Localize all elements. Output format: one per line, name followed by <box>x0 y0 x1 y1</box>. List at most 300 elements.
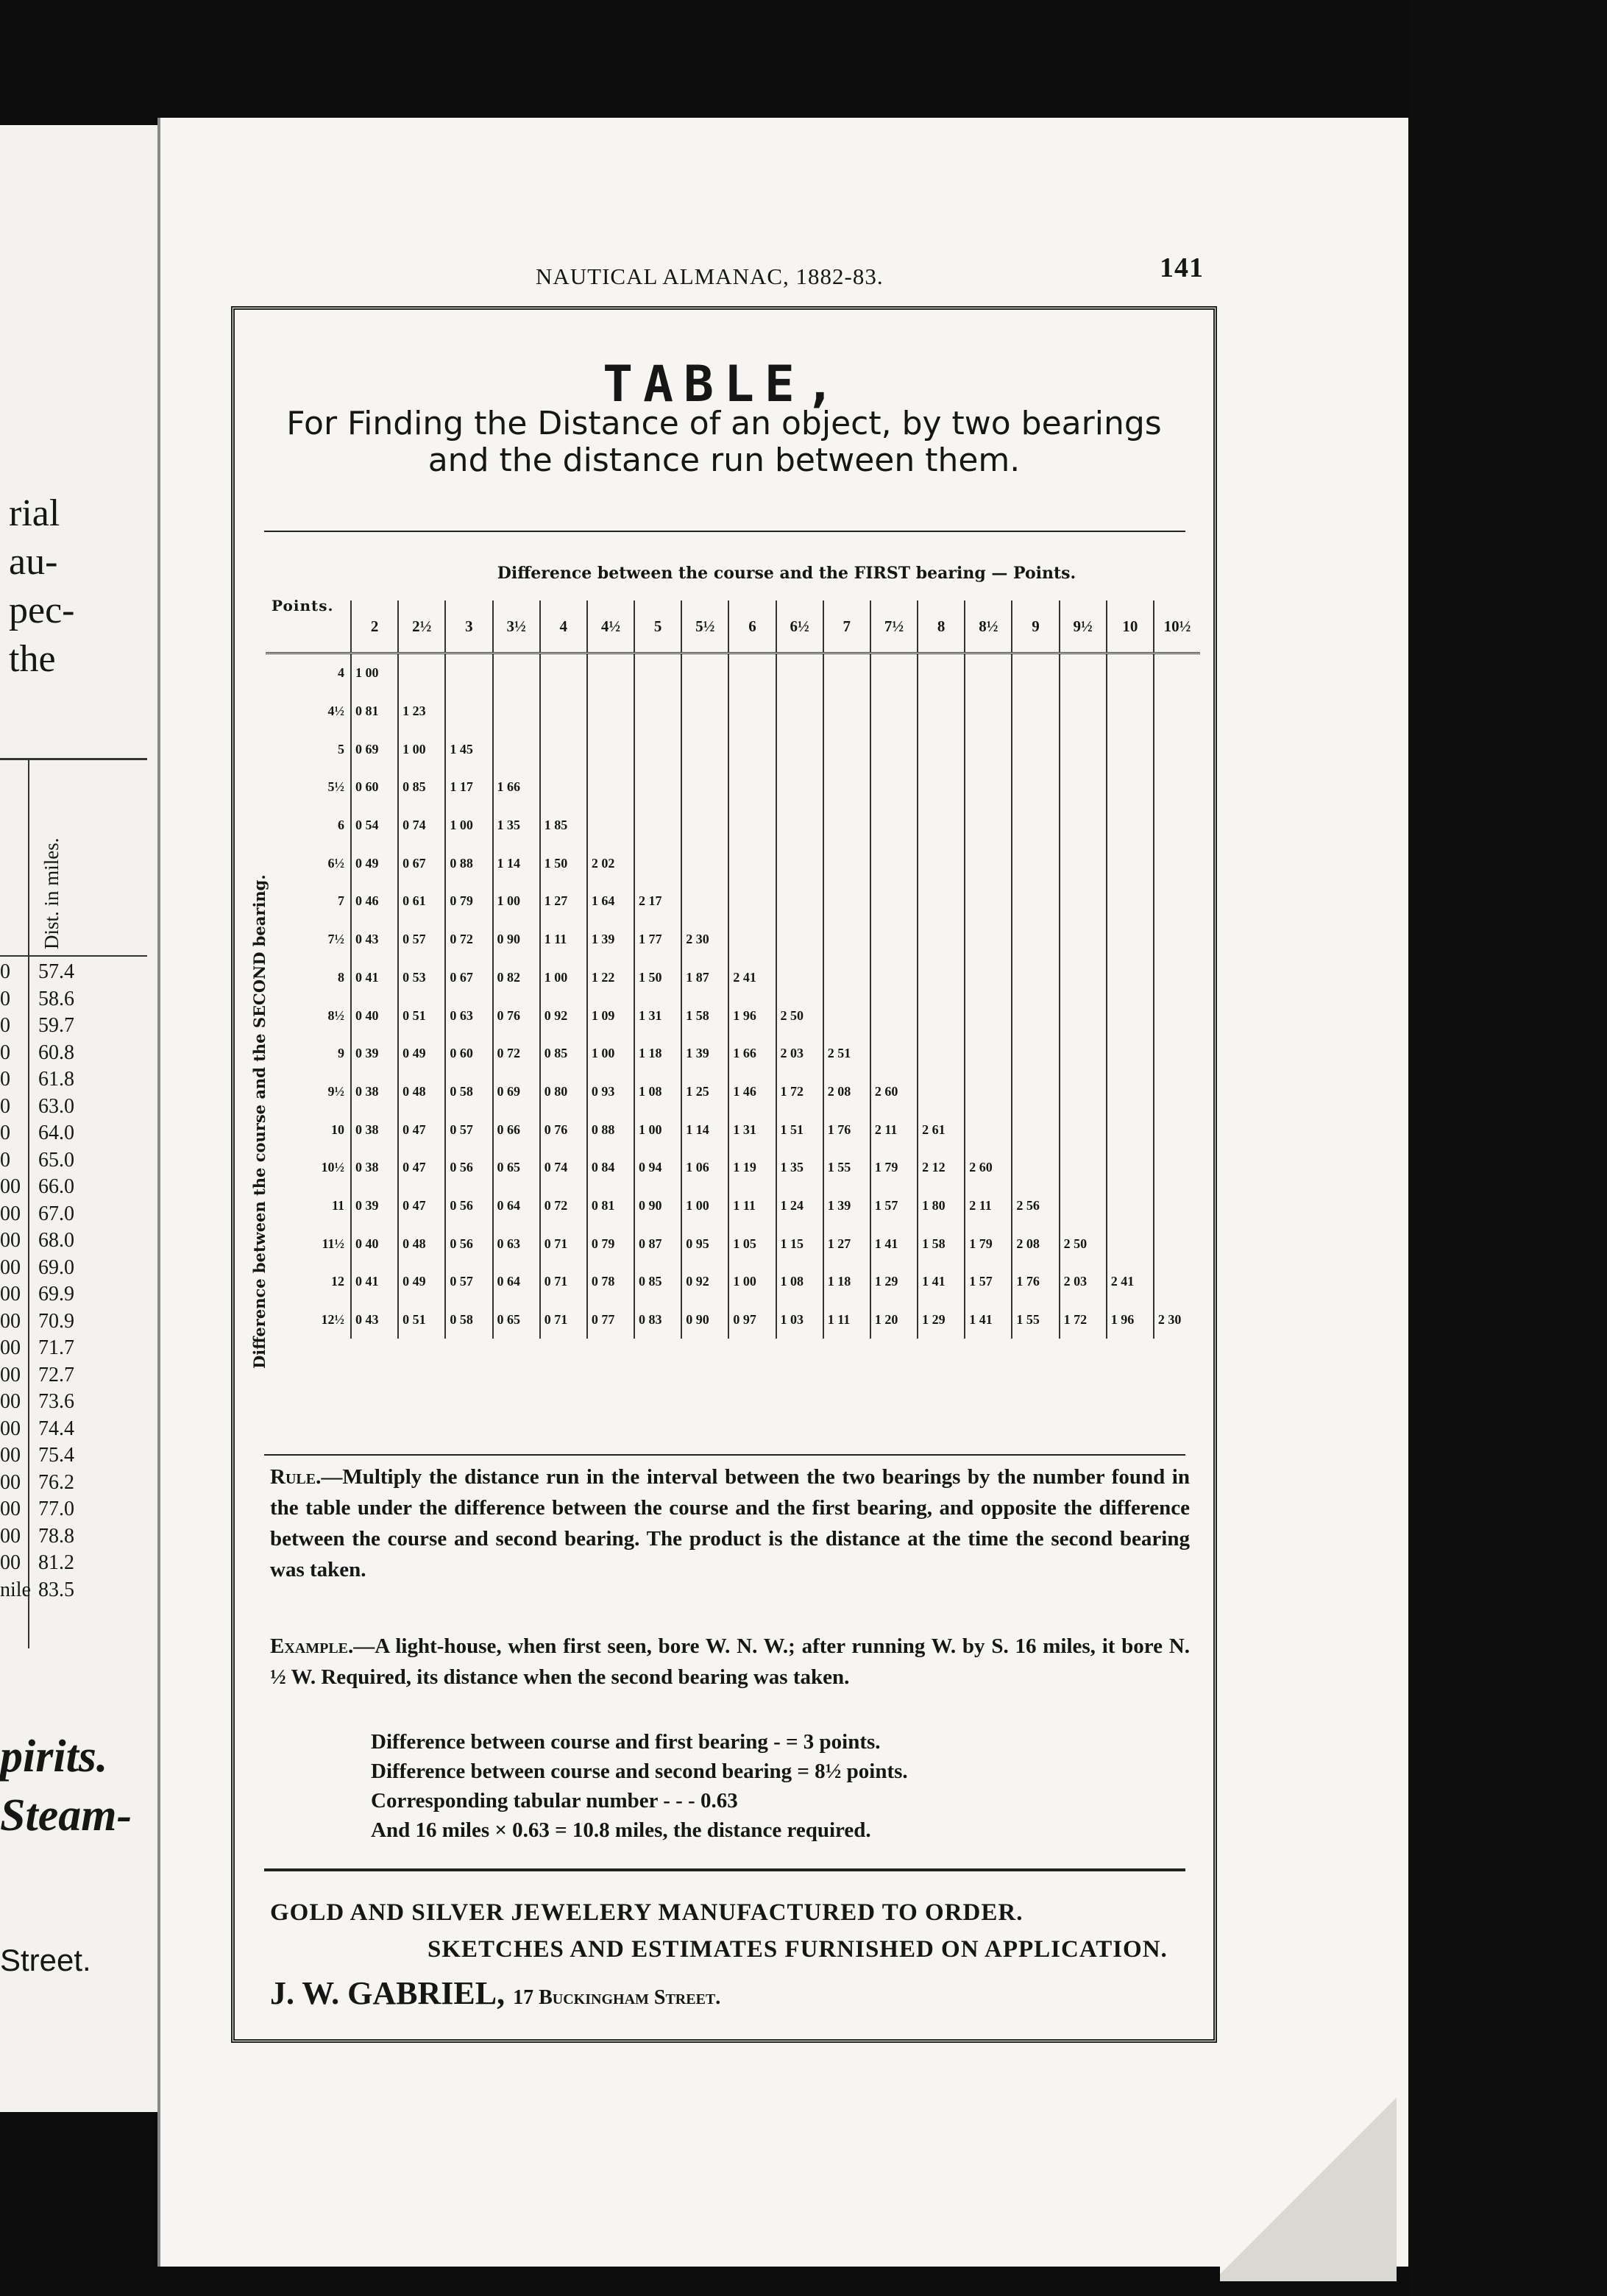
table-cell: 0 85 <box>540 1035 587 1073</box>
table-cell: 0 49 <box>398 1263 445 1301</box>
table-cell <box>870 844 918 882</box>
left-row-distance: 73.6 <box>38 1390 74 1413</box>
left-word-3: pec- <box>9 589 75 631</box>
table-cell: 0 74 <box>540 1149 587 1187</box>
left-row-prefix: 00 <box>0 1417 21 1440</box>
table-cell: 0 79 <box>587 1225 634 1263</box>
column-header: 7 <box>823 600 870 653</box>
table-cell: 0 72 <box>445 921 492 959</box>
table-cell: 1 11 <box>728 1187 776 1225</box>
left-row-prefix: 0 <box>0 1014 10 1037</box>
table-cell: 0 58 <box>445 1073 492 1111</box>
table-cell: 0 87 <box>634 1225 681 1263</box>
second-bearing-caption: Difference between the course and the SECOND bearing. <box>250 874 269 1369</box>
left-row-prefix: 00 <box>0 1470 21 1494</box>
table-cell: 1 19 <box>728 1149 776 1187</box>
table-cell: 1 41 <box>870 1225 918 1263</box>
table-cell: 1 27 <box>540 882 587 921</box>
table-cell: 2 03 <box>1060 1263 1107 1301</box>
left-row-distance: 68.0 <box>38 1229 74 1252</box>
table-cell: 0 81 <box>587 1187 634 1225</box>
table-row <box>266 1263 1200 1301</box>
example-line-2: Difference between course and second bearing = 8½ points. <box>371 1760 908 1783</box>
table-cell <box>965 1073 1012 1111</box>
table-cell <box>728 692 776 731</box>
table-cell: 1 00 <box>493 882 540 921</box>
table-cell: 0 97 <box>728 1301 776 1339</box>
table-cell <box>1012 844 1059 882</box>
table-cell: 1 00 <box>728 1263 776 1301</box>
table-cell: 2 17 <box>634 882 681 921</box>
table-cell <box>823 959 870 997</box>
table-cell: 2 11 <box>965 1187 1012 1225</box>
table-cell: 0 57 <box>398 921 445 959</box>
table-cell: 2 08 <box>823 1073 870 1111</box>
left-word-2: au- <box>9 541 58 583</box>
table-cell <box>776 692 823 731</box>
table-cell: 0 65 <box>493 1149 540 1187</box>
table-cell <box>776 882 823 921</box>
table-cell: 1 29 <box>918 1301 965 1339</box>
table-cell: 0 71 <box>540 1263 587 1301</box>
table-cell: 2 50 <box>1060 1225 1107 1263</box>
table-cell: 2 08 <box>1012 1225 1059 1263</box>
table-cell: 1 20 <box>870 1301 918 1339</box>
table-cell: 0 67 <box>398 844 445 882</box>
table-cell <box>493 692 540 731</box>
table-cell <box>1060 1149 1107 1187</box>
table-cell <box>1060 1187 1107 1225</box>
row-points: 9 <box>338 1046 344 1061</box>
table-cell <box>965 1110 1012 1149</box>
page-title: TABLE, <box>603 355 845 414</box>
table-row <box>266 996 1200 1035</box>
table-cell <box>823 882 870 921</box>
table-cell: 1 79 <box>870 1149 918 1187</box>
left-row-distance: 83.5 <box>38 1578 74 1601</box>
table-cell: 1 00 <box>681 1187 728 1225</box>
table-cell <box>445 692 492 731</box>
column-header: 5½ <box>681 600 728 653</box>
table-cell: 0 84 <box>587 1149 634 1187</box>
left-row-distance: 69.9 <box>38 1283 74 1305</box>
table-cell <box>965 692 1012 731</box>
left-row-distance: 77.0 <box>38 1498 74 1520</box>
table-cell: 2 51 <box>823 1035 870 1073</box>
table-cell <box>965 653 1012 692</box>
table-cell <box>1107 996 1154 1035</box>
table-row <box>266 1149 1200 1187</box>
table-cell <box>1060 1110 1107 1149</box>
table-cell: 0 47 <box>398 1110 445 1149</box>
example-line-1: Difference between course and first bearing - = 3 points. <box>371 1730 881 1754</box>
table-cell: 0 72 <box>540 1187 587 1225</box>
left-header-rule <box>0 955 147 957</box>
table-cell: 0 85 <box>398 768 445 807</box>
table-cell <box>1154 1149 1200 1187</box>
table-cell <box>965 921 1012 959</box>
table-cell: 0 41 <box>351 1263 398 1301</box>
points-label: Points. <box>272 597 334 614</box>
table-cell <box>918 653 965 692</box>
table-cell: 0 57 <box>445 1263 492 1301</box>
table-cell: 1 00 <box>351 653 398 692</box>
table-cell <box>681 692 728 731</box>
row-points: 11 <box>331 1197 344 1213</box>
column-header: 7½ <box>870 600 918 653</box>
table-cell: 0 71 <box>540 1301 587 1339</box>
table-cell: 1 09 <box>587 996 634 1035</box>
table-cell <box>870 807 918 845</box>
row-points: 12½ <box>321 1312 344 1328</box>
table-cell: 2 02 <box>587 844 634 882</box>
table-cell: 1 39 <box>823 1187 870 1225</box>
left-row-prefix: 00 <box>0 1309 21 1333</box>
table-cell: 1 45 <box>445 730 492 768</box>
table-cell: 0 49 <box>398 1035 445 1073</box>
table-cell: 1 00 <box>540 959 587 997</box>
table-cell: 0 56 <box>445 1149 492 1187</box>
table-bottom-rule <box>264 1454 1185 1456</box>
table-cell: 0 82 <box>493 959 540 997</box>
table-row <box>266 730 1200 768</box>
table-cell <box>540 768 587 807</box>
table-cell: 1 55 <box>1012 1301 1059 1339</box>
table-cell: 1 22 <box>587 959 634 997</box>
ad-address: 17 Buckingham Street. <box>513 1986 721 2009</box>
left-row-prefix: 0 <box>0 1068 10 1091</box>
row-points: 8 <box>338 969 344 985</box>
table-cell <box>776 730 823 768</box>
table-cell: 1 58 <box>681 996 728 1035</box>
table-cell <box>823 844 870 882</box>
table-frame <box>231 306 1217 2043</box>
left-row-distance: 64.0 <box>38 1122 74 1144</box>
table-cell: 0 60 <box>351 768 398 807</box>
table-cell: 0 40 <box>351 996 398 1035</box>
table-cell: 0 92 <box>540 996 587 1035</box>
row-points: 12 <box>331 1274 344 1289</box>
example-text: —A light-house, when first seen, bore W. N. W.; after running W. by S. 16 miles, it bore N. ½ W. Required, its distance when the second bearing was taken. <box>270 1634 1190 1689</box>
row-points: 6 <box>338 818 344 833</box>
table-cell <box>1154 921 1200 959</box>
table-cell <box>1154 1110 1200 1149</box>
table-cell: 1 87 <box>681 959 728 997</box>
table-cell: 0 78 <box>587 1263 634 1301</box>
table-cell: 1 00 <box>398 730 445 768</box>
column-header: 4½ <box>587 600 634 653</box>
table-row <box>266 1225 1200 1263</box>
table-cell: 0 79 <box>445 882 492 921</box>
table-row <box>266 1035 1200 1073</box>
page-subtitle: For Finding the Distance of an object, by two bearings and the distance run between them. <box>286 405 1162 479</box>
table-cell <box>1060 882 1107 921</box>
table-cell: 0 92 <box>681 1263 728 1301</box>
table-cell: 0 61 <box>398 882 445 921</box>
table-cell: 0 90 <box>634 1187 681 1225</box>
row-points: 5½ <box>327 779 344 795</box>
table-cell: 1 39 <box>587 921 634 959</box>
table-cell: 0 71 <box>540 1225 587 1263</box>
table-cell: 1 00 <box>634 1110 681 1149</box>
table-cell <box>1107 692 1154 731</box>
left-row-distance: 74.4 <box>38 1417 74 1440</box>
left-row-prefix: 00 <box>0 1229 21 1252</box>
table-cell <box>1060 653 1107 692</box>
table-cell <box>634 653 681 692</box>
left-row-distance: 60.8 <box>38 1041 74 1064</box>
table-cell: 1 35 <box>493 807 540 845</box>
column-header: 10 <box>1107 600 1154 653</box>
table-cell: 1 57 <box>965 1263 1012 1301</box>
table-cell: 1 27 <box>823 1225 870 1263</box>
left-row-distance: 65.0 <box>38 1148 74 1172</box>
table-cell <box>540 692 587 731</box>
ad-line-2: SKETCHES AND ESTIMATES FURNISHED ON APPLICATION. <box>428 1936 1168 1963</box>
table-cell: 0 46 <box>351 882 398 921</box>
left-row-distance: 78.8 <box>38 1524 74 1548</box>
table-cell <box>681 730 728 768</box>
table-cell: 0 81 <box>351 692 398 731</box>
table-cell: 0 43 <box>351 1301 398 1339</box>
table-cell <box>1107 1187 1154 1225</box>
table-cell <box>1060 768 1107 807</box>
table-cell: 0 57 <box>445 1110 492 1149</box>
left-row-prefix: 00 <box>0 1175 21 1198</box>
table-cell <box>634 730 681 768</box>
table-cell <box>728 653 776 692</box>
table-cell: 1 57 <box>870 1187 918 1225</box>
table-cell: 1 51 <box>776 1110 823 1149</box>
column-header: 2½ <box>398 600 445 653</box>
column-header: 8½ <box>965 600 1012 653</box>
row-points: 11½ <box>322 1236 344 1251</box>
table-cell: 2 60 <box>870 1073 918 1111</box>
table-cell: 0 64 <box>493 1187 540 1225</box>
table-cell: 0 38 <box>351 1073 398 1111</box>
column-header: 6½ <box>776 600 823 653</box>
table-cell <box>870 921 918 959</box>
table-cell <box>918 844 965 882</box>
table-cell <box>634 768 681 807</box>
row-points: 10 <box>331 1122 344 1137</box>
table-cell <box>1107 882 1154 921</box>
table-cell: 2 03 <box>776 1035 823 1073</box>
table-cell <box>728 807 776 845</box>
ad-line-1: GOLD AND SILVER JEWELERY MANUFACTURED TO ORDER. <box>270 1899 1024 1926</box>
left-row-prefix: 00 <box>0 1283 21 1305</box>
left-row-prefix: 0 <box>0 960 10 983</box>
table-cell <box>587 653 634 692</box>
table-cell: 1 08 <box>634 1073 681 1111</box>
column-header: 3 <box>445 600 492 653</box>
table-cell: 1 31 <box>728 1110 776 1149</box>
left-word-1: rial <box>9 492 60 534</box>
left-row-prefix: 00 <box>0 1444 21 1467</box>
left-row-distance: 72.7 <box>38 1363 74 1386</box>
column-header: 4 <box>540 600 587 653</box>
left-row-prefix: 00 <box>0 1498 21 1520</box>
table-cell <box>1107 959 1154 997</box>
table-cell <box>681 882 728 921</box>
left-steam: Steam- <box>0 1790 132 1840</box>
table-cell <box>965 1035 1012 1073</box>
table-cell <box>1012 921 1059 959</box>
table-cell <box>681 768 728 807</box>
table-cell <box>776 653 823 692</box>
table-cell: 2 30 <box>681 921 728 959</box>
table-cell: 0 85 <box>634 1263 681 1301</box>
table-cell: 1 31 <box>634 996 681 1035</box>
table-cell: 1 85 <box>540 807 587 845</box>
table-cell: 1 18 <box>823 1263 870 1301</box>
table-cell <box>918 768 965 807</box>
table-cell <box>681 807 728 845</box>
table-cell: 0 64 <box>493 1263 540 1301</box>
table-cell: 2 41 <box>728 959 776 997</box>
running-header: NAUTICAL ALMANAC, 1882-83. <box>536 263 884 289</box>
left-street: Street. <box>0 1943 91 1977</box>
table-cell <box>1154 1263 1200 1301</box>
table-cell: 1 18 <box>634 1035 681 1073</box>
table-cell <box>1107 730 1154 768</box>
table-cell: 1 41 <box>918 1263 965 1301</box>
table-cell <box>823 921 870 959</box>
rule-lead: Rule. <box>270 1465 322 1489</box>
table-cell: 2 50 <box>776 996 823 1035</box>
column-header: 6 <box>728 600 776 653</box>
table-cell <box>1154 882 1200 921</box>
left-row-prefix: 0 <box>0 1148 10 1172</box>
table-cell: 1 08 <box>776 1263 823 1301</box>
table-row <box>266 844 1200 882</box>
column-header: 9 <box>1012 600 1059 653</box>
table-cell: 0 39 <box>351 1187 398 1225</box>
table-cell <box>1154 959 1200 997</box>
table-cell: 0 40 <box>351 1225 398 1263</box>
table-cell: 0 51 <box>398 1301 445 1339</box>
table-cell <box>965 996 1012 1035</box>
table-cell: 2 11 <box>870 1110 918 1149</box>
left-row-distance: 63.0 <box>38 1094 74 1118</box>
table-cell <box>1154 653 1200 692</box>
table-cell <box>870 959 918 997</box>
table-cell: 0 90 <box>493 921 540 959</box>
table-cell <box>493 730 540 768</box>
table-cell: 0 47 <box>398 1187 445 1225</box>
table-cell <box>1060 1073 1107 1111</box>
table-cell <box>634 692 681 731</box>
table-cell: 1 25 <box>681 1073 728 1111</box>
left-row-prefix: 0 <box>0 1041 10 1064</box>
table-row <box>266 807 1200 845</box>
table-cell <box>776 807 823 845</box>
table-cell: 0 88 <box>587 1110 634 1149</box>
left-row-prefix: 00 <box>0 1390 21 1413</box>
table-cell: 1 80 <box>918 1187 965 1225</box>
left-rule <box>0 758 147 760</box>
table-cell: 1 35 <box>776 1149 823 1187</box>
table-cell: 0 47 <box>398 1149 445 1187</box>
table-row <box>266 921 1200 959</box>
table-cell: 1 79 <box>965 1225 1012 1263</box>
row-points: 10½ <box>321 1160 344 1175</box>
table-cell <box>681 653 728 692</box>
first-bearing-caption: Difference between the course and the FIRST bearing — Points. <box>497 564 1076 583</box>
table-cell: 1 23 <box>398 692 445 731</box>
table-cell: 1 72 <box>776 1073 823 1111</box>
table-cell <box>1012 730 1059 768</box>
table-cell: 0 38 <box>351 1110 398 1149</box>
table-cell <box>1012 996 1059 1035</box>
row-points: 7½ <box>327 932 344 947</box>
table-cell: 0 95 <box>681 1225 728 1263</box>
table-cell: 1 66 <box>728 1035 776 1073</box>
table-cell <box>776 959 823 997</box>
table-cell <box>1107 1225 1154 1263</box>
table-cell: 0 48 <box>398 1073 445 1111</box>
table-cell: 2 56 <box>1012 1187 1059 1225</box>
table-cell <box>540 653 587 692</box>
table-cell <box>1107 807 1154 845</box>
table-cell: 0 74 <box>398 807 445 845</box>
row-points: 4½ <box>327 704 344 719</box>
left-row-distance: 66.0 <box>38 1175 74 1198</box>
table-cell <box>1060 921 1107 959</box>
column-header-row <box>266 600 1200 653</box>
table-cell <box>1107 1110 1154 1149</box>
table-cell: 1 96 <box>728 996 776 1035</box>
column-header: 2 <box>351 600 398 653</box>
table-cell <box>918 1035 965 1073</box>
rule-text: —Multiply the distance run in the interval between the two bearings by the number found in the table under the difference between the course and the first bearing, and opposite the difference between the course and second bearing. The product is the distance at the time the second bearing was taken. <box>270 1465 1190 1581</box>
table-cell <box>634 844 681 882</box>
table-cell: 0 67 <box>445 959 492 997</box>
table-cell: 1 14 <box>681 1110 728 1149</box>
table-cell <box>823 807 870 845</box>
table-cell <box>1012 692 1059 731</box>
table-cell <box>965 768 1012 807</box>
row-points: 6½ <box>327 855 344 871</box>
left-row-distance: 59.7 <box>38 1014 74 1037</box>
table-cell <box>728 882 776 921</box>
table-cell: 1 11 <box>540 921 587 959</box>
page-number: 141 <box>1160 252 1204 283</box>
left-row-prefix: 00 <box>0 1551 21 1574</box>
table-cell: 0 83 <box>634 1301 681 1339</box>
table-cell: 1 24 <box>776 1187 823 1225</box>
example-line-4: And 16 miles × 0.63 = 10.8 miles, the distance required. <box>371 1818 871 1842</box>
row-points: 5 <box>338 741 344 757</box>
scan-background <box>1408 0 1607 2296</box>
table-cell <box>634 807 681 845</box>
left-row-distance: 71.7 <box>38 1336 74 1359</box>
table-cell: 2 41 <box>1107 1263 1154 1301</box>
table-cell: 0 60 <box>445 1035 492 1073</box>
table-cell <box>398 653 445 692</box>
table-cell: 2 12 <box>918 1149 965 1187</box>
table-cell <box>918 692 965 731</box>
table-cell: 0 53 <box>398 959 445 997</box>
table-cell <box>870 768 918 807</box>
left-row-distance: 61.8 <box>38 1068 74 1091</box>
table-cell <box>776 844 823 882</box>
left-row-distance: 69.0 <box>38 1255 74 1279</box>
title-rule <box>264 531 1185 532</box>
table-row <box>266 882 1200 921</box>
left-col-divider <box>28 758 29 1648</box>
table-cell <box>1060 1035 1107 1073</box>
